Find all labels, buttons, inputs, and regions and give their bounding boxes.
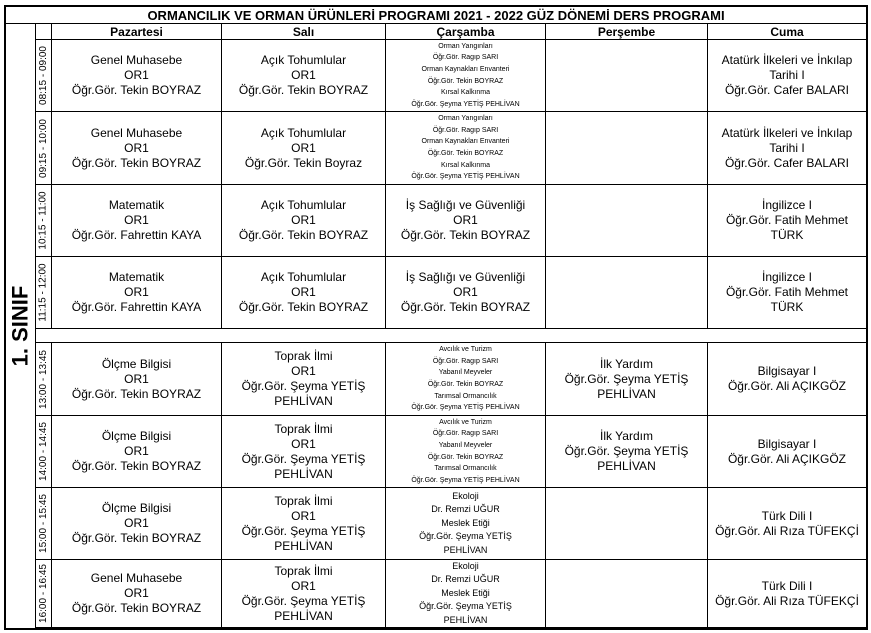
course-cell (52, 560, 222, 628)
course-cell-line: Orman Yangınları (438, 115, 493, 123)
course-cell-line: PEHLİVAN (443, 614, 488, 625)
course-cell-line: Öğr.Gör. Ragıp SARI (432, 357, 499, 365)
course-cell-line: PEHLİVAN (274, 394, 333, 408)
day-header-0: Pazartesi (52, 24, 222, 40)
time-slot (36, 488, 52, 560)
course-cell-line: OR1 (291, 436, 316, 451)
course-cell (222, 488, 386, 560)
course-cell-line: Öğr.Gör. Fatih Mehmet (725, 213, 849, 227)
day-header-2: Çarşamba (386, 24, 546, 40)
course-cell-line: PEHLİVAN (597, 459, 656, 473)
course-cell-line: Matematik (108, 270, 165, 284)
course-cell (546, 560, 708, 628)
course-cell-line: Öğr.Gör. Şeyma YETİŞ (241, 523, 366, 538)
course-cell-line: Öğr.Gör. Fatih Mehmet (725, 285, 849, 299)
course-cell-line: OR1 (291, 68, 316, 82)
course-cell-line: Kırsal Kalkınma (440, 161, 491, 169)
course-cell (386, 416, 546, 488)
course-cell (708, 488, 866, 560)
course-cell-line: Genel Muhasebe (90, 125, 183, 140)
course-cell-line: Avcılık ve Turizm (439, 418, 492, 426)
course-cell-line: Atatürk İlkeleri ve İnkılap (721, 125, 853, 140)
course-cell (52, 257, 222, 329)
course-cell-line: OR1 (291, 578, 316, 593)
course-cell-line: Öğr.Gör. Tekin BOYRAZ (71, 459, 202, 473)
course-cell (708, 112, 866, 185)
course-cell (222, 112, 386, 185)
course-cell (386, 185, 546, 257)
course-cell-line: Avcılık ve Turizm (439, 346, 492, 354)
course-cell-line: İş Sağlığı ve Güvenliği (405, 270, 526, 284)
course-cell-line: Ekoloji (452, 490, 479, 501)
course-cell-line: PEHLİVAN (274, 466, 333, 481)
course-cell-line: Meslek Etiği (441, 517, 490, 528)
course-cell (386, 560, 546, 628)
course-cell-line: Öğr.Gör. Şeyma YETİŞ PEHLİVAN (411, 404, 520, 412)
time-slot (36, 257, 52, 329)
course-cell-line: Öğr.Gör. Tekin BOYRAZ (238, 228, 369, 242)
course-cell-line: OR1 (124, 516, 149, 530)
course-cell (222, 343, 386, 416)
course-cell (222, 560, 386, 628)
course-cell-line: OR1 (124, 285, 149, 299)
time-slot-label: 08:15 - 09:00 (38, 46, 49, 105)
course-cell-line: Öğr.Gör. Cafer BALARI (724, 155, 850, 170)
course-cell-line: Öğr.Gör. Tekin BOYRAZ (400, 300, 531, 314)
course-cell-line: Öğr.Gör. Tekin BOYRAZ (427, 381, 504, 388)
course-cell (52, 416, 222, 488)
course-cell (222, 416, 386, 488)
course-cell-line: Genel Muhasebe (90, 53, 183, 67)
course-cell-line: Açık Tohumlular (260, 270, 347, 284)
course-cell (386, 112, 546, 185)
course-cell-line: OR1 (124, 586, 149, 600)
course-cell-line: Dr. Remzi UĞUR (431, 504, 500, 515)
course-cell-line: Öğr.Gör. Cafer BALARI (724, 83, 850, 97)
course-cell (222, 40, 386, 112)
course-cell-line: OR1 (124, 213, 149, 227)
course-cell-line: OR1 (124, 140, 149, 155)
course-cell-line: Toprak İlmi (274, 563, 333, 578)
course-cell (708, 257, 866, 329)
course-cell-line: Ölçme Bilgisi (101, 356, 172, 371)
course-cell (708, 40, 866, 112)
course-cell-line: Öğr.Gör. Tekin BOYRAZ (238, 83, 369, 97)
course-cell-line: Öğr.Gör. Şeyma YETİŞ (564, 444, 689, 458)
course-cell (52, 112, 222, 185)
time-slot-label: 10:15 - 11:00 (38, 191, 50, 250)
course-cell-line: İlk Yardım (600, 356, 653, 371)
course-cell-line: Öğr.Gör. Tekin BOYRAZ (71, 83, 202, 97)
course-cell-line: Meslek Etiği (441, 587, 490, 598)
course-cell-line: Tarımsal Ormancılık (434, 465, 497, 473)
time-slot-label: 11:15 - 12:00 (38, 263, 50, 322)
course-cell (222, 185, 386, 257)
course-cell-line: Öğr.Gör. Ragıp SARI (432, 126, 499, 134)
course-cell-line: Öğr.Gör. Şeyma YETİŞ (241, 451, 366, 466)
course-cell-line: Bilgisayar I (757, 364, 817, 378)
course-cell-line: OR1 (291, 285, 316, 299)
course-cell-line: Öğr.Gör. Tekin BOYRAZ (427, 77, 504, 85)
course-cell-line: İngilizce I (761, 270, 813, 284)
course-cell-line: Orman Kaynakları Envanteri (421, 138, 510, 146)
course-cell-line: Tarihi I (769, 68, 805, 82)
class-label: 1. SINIF (7, 285, 33, 367)
time-slot-label: 13:00 - 13:45 (38, 349, 49, 409)
time-slot (36, 343, 52, 416)
course-cell (386, 40, 546, 112)
time-slot (36, 416, 52, 488)
course-cell-line: Öğr.Gör. Tekin BOYRAZ (71, 155, 202, 170)
course-cell-line: Öğr.Gör. Şeyma YETİŞ (241, 593, 366, 608)
course-cell-line: Öğr.Gör. Ali Rıza TÜFEKÇİ (715, 523, 859, 538)
course-cell-line: Ekoloji (452, 560, 479, 571)
course-cell-line: Öğr.Gör. Tekin Boyraz (244, 155, 363, 170)
course-cell-line: Öğr.Gör. Ali Rıza TÜFEKÇİ (715, 593, 859, 608)
course-cell-line: Bilgisayar I (757, 436, 817, 451)
course-cell-line: Öğr.Gör. Ali AÇIKGÖZ (727, 379, 847, 393)
course-cell-line: PEHLİVAN (274, 538, 333, 553)
course-cell-line: Tarımsal Ormancılık (434, 392, 497, 400)
course-cell (386, 343, 546, 416)
course-cell (546, 257, 708, 329)
course-cell-line: Öğr.Gör. Ali AÇIKGÖZ (727, 451, 847, 466)
course-cell-line: Tarihi I (769, 140, 805, 155)
lunch-break-row (36, 329, 866, 343)
course-cell-line: İş Sağlığı ve Güvenliği (405, 198, 526, 212)
course-cell-line: OR1 (124, 371, 149, 386)
course-cell-line: Toprak İlmi (274, 349, 333, 363)
time-slot (36, 185, 52, 257)
header-corner (36, 24, 52, 40)
course-cell-line: Öğr.Gör. Tekin BOYRAZ (71, 601, 202, 615)
day-header-1: Salı (222, 24, 386, 40)
course-cell-line: Öğr.Gör. Tekin BOYRAZ (400, 228, 531, 242)
course-cell-line: PEHLİVAN (443, 544, 488, 555)
course-cell (222, 257, 386, 329)
course-cell-line: Öğr.Gör. Şeyma YETİŞ PEHLİVAN (411, 173, 520, 181)
course-cell-line: Öğr.Gör. Ragıp SARI (432, 430, 499, 438)
course-cell-line: OR1 (124, 444, 149, 458)
course-cell-line: OR1 (453, 213, 478, 227)
time-slot (36, 112, 52, 185)
course-cell (386, 257, 546, 329)
time-slot-label: 14:00 - 14:45 (38, 422, 49, 481)
course-cell-line: TÜRK (770, 228, 804, 242)
course-cell-line: Dr. Remzi UĞUR (431, 574, 500, 585)
time-slot-label: 16:00 - 16:45 (38, 564, 49, 623)
course-cell-line: Öğr.Gör. Şeyma YETİŞ (564, 371, 689, 386)
day-header-3: Perşembe (546, 24, 708, 40)
page-title: ORMANCILIK VE ORMAN ÜRÜNLERİ PROGRAMI 2021 - 2022 GÜZ DÖNEMİ DERS PROGRAMI (6, 7, 866, 24)
course-cell-line: Kırsal Kalkınma (440, 89, 491, 97)
course-cell-line: OR1 (291, 140, 316, 155)
course-cell-line: Öğr.Gör. Şeyma YETİŞ (419, 601, 512, 612)
course-cell-line: Toprak İlmi (274, 421, 333, 436)
course-cell-line: Öğr.Gör. Tekin BOYRAZ (71, 386, 202, 401)
course-cell-line: Öğr.Gör. Fahrettin KAYA (71, 228, 202, 242)
class-label-cell (6, 24, 36, 628)
course-cell-line: Toprak İlmi (274, 493, 333, 508)
course-cell-line: OR1 (291, 364, 316, 378)
course-cell (546, 185, 708, 257)
course-cell (546, 112, 708, 185)
time-slot-label: 09:15 - 10:00 (38, 118, 49, 178)
course-cell-line: Öğr.Gör. Tekin BOYRAZ (427, 150, 504, 157)
course-cell-line: OR1 (291, 213, 316, 227)
course-cell-line: TÜRK (770, 300, 804, 314)
course-cell-line: Yabanıl Meyveler (438, 441, 493, 449)
course-cell-line: Matematik (108, 198, 165, 212)
course-cell-line: İngilizce I (761, 198, 813, 212)
course-cell (708, 343, 866, 416)
course-cell-line: PEHLİVAN (597, 386, 656, 401)
course-cell-line: Ölçme Bilgisi (101, 501, 172, 515)
course-cell (708, 560, 866, 628)
course-cell-line: Orman Kaynakları Envanteri (421, 65, 510, 73)
course-cell-line: Öğr.Gör. Şeyma YETİŞ PEHLİVAN (411, 476, 520, 484)
time-slot-label: 15:00 - 15:45 (38, 494, 49, 553)
course-cell-line: Öğr.Gör. Tekin BOYRAZ (71, 531, 202, 545)
course-cell-line: Açık Tohumlular (260, 198, 347, 212)
course-cell-line: Açık Tohumlular (260, 53, 347, 67)
course-cell (52, 185, 222, 257)
course-cell (386, 488, 546, 560)
course-cell-line: Öğr.Gör. Fahrettin KAYA (71, 300, 202, 314)
course-cell-line: Öğr.Gör. Şeyma YETİŞ PEHLİVAN (411, 100, 520, 108)
course-cell (52, 488, 222, 560)
course-cell-line: Açık Tohumlular (260, 125, 347, 140)
course-cell-line: Öğr.Gör. Şeyma YETİŞ (241, 379, 366, 393)
course-cell-line: Öğr.Gör. Ragıp SARI (432, 54, 499, 62)
time-slot (36, 560, 52, 628)
course-cell-line: OR1 (124, 68, 149, 82)
time-slot (36, 40, 52, 112)
course-cell (546, 416, 708, 488)
course-cell-line: Orman Yangınları (438, 42, 493, 50)
course-cell (52, 40, 222, 112)
course-cell (546, 40, 708, 112)
course-cell (546, 343, 708, 416)
course-cell-line: Ölçme Bilgisi (101, 429, 172, 443)
day-header-4: Cuma (708, 24, 866, 40)
course-cell-line: Türk Dili I (761, 578, 813, 593)
course-cell (546, 488, 708, 560)
course-cell (708, 416, 866, 488)
course-cell-line: OR1 (291, 508, 316, 523)
schedule-table (4, 5, 868, 630)
course-cell-line: PEHLİVAN (274, 608, 333, 623)
course-cell (708, 185, 866, 257)
course-cell-line: Öğr.Gör. Tekin BOYRAZ (238, 300, 369, 314)
course-cell-line: Genel Muhasebe (90, 571, 183, 585)
course-cell-line: Öğr.Gör. Şeyma YETİŞ (419, 531, 512, 542)
course-cell-line: Öğr.Gör. Tekin BOYRAZ (427, 453, 504, 461)
course-cell (52, 343, 222, 416)
course-cell-line: OR1 (453, 285, 478, 299)
course-cell-line: Türk Dili I (761, 508, 813, 523)
course-cell-line: Atatürk İlkeleri ve İnkılap (721, 53, 853, 67)
course-cell-line: Yabanıl Meyveler (438, 369, 493, 377)
course-cell-line: İlk Yardım (600, 429, 653, 443)
